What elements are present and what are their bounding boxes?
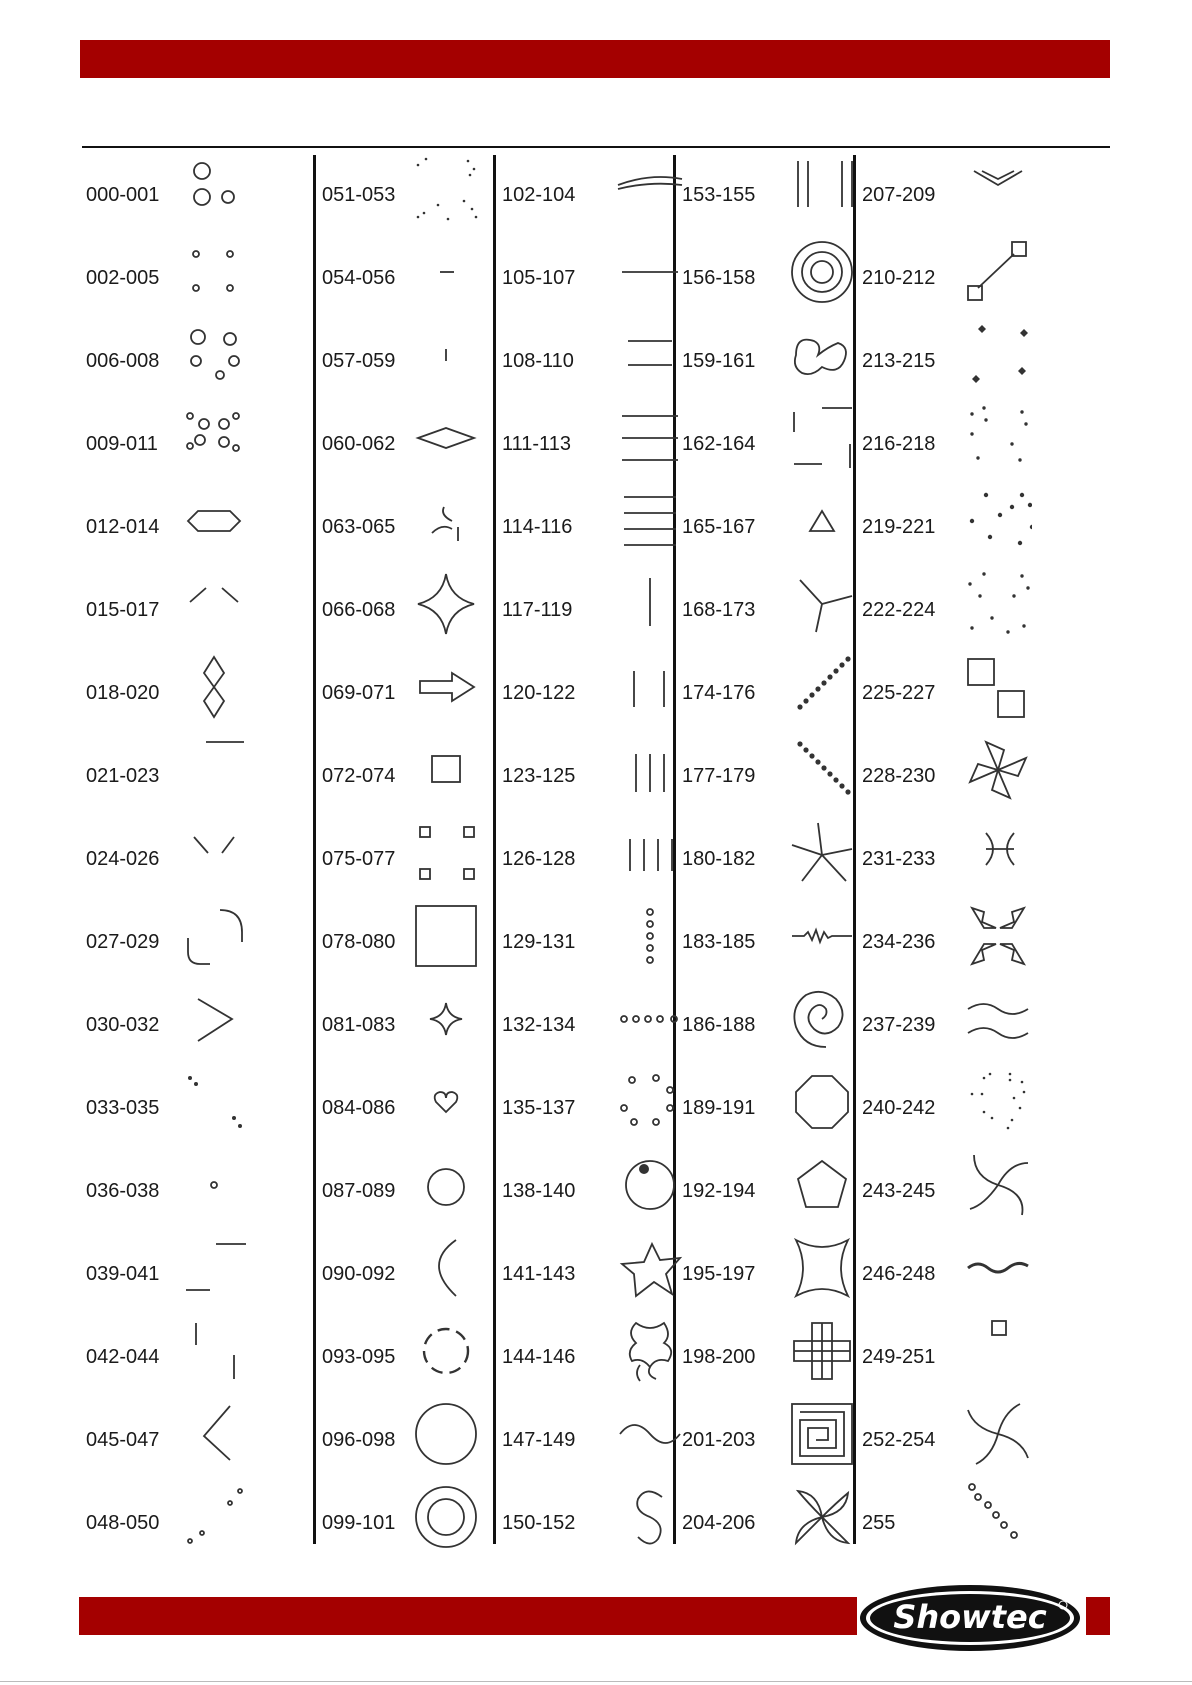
gobo-row [856, 570, 1110, 653]
dmx-range-label: 018-020 [86, 682, 160, 704]
dot-column-gobo-icon [616, 902, 684, 970]
gobo-row [80, 570, 316, 653]
gobo-row [496, 321, 676, 404]
dmx-range-label: 192-194 [682, 1180, 756, 1202]
dmx-range-label: 120-122 [502, 682, 576, 704]
gobo-row [856, 1317, 1110, 1400]
dmx-range-label: 129-131 [502, 931, 576, 953]
hexagon-gobo-icon [180, 487, 248, 555]
gobo-row [676, 1151, 856, 1234]
dmx-range-label: 036-038 [86, 1180, 160, 1202]
gobo-row [856, 155, 1110, 238]
dmx-range-label: 000-001 [86, 184, 160, 206]
gobo-row [80, 902, 316, 985]
scattered-dots-gobo-icon [180, 1483, 248, 1551]
gobo-row [316, 1234, 496, 1317]
dmx-range-label: 084-086 [322, 1097, 396, 1119]
dmx-range-label: 141-143 [502, 1263, 576, 1285]
dmx-range-label: 246-248 [862, 1263, 936, 1285]
header-bar [80, 40, 1110, 78]
dmx-range-label: 180-182 [682, 848, 756, 870]
gobo-row [496, 819, 676, 902]
bracket-curve-gobo-icon [964, 819, 1032, 887]
flower-gobo-icon [616, 1317, 684, 1385]
two-vertical-gobo-icon [616, 653, 684, 721]
gobo-row [856, 487, 1110, 570]
small-star-gobo-icon [412, 985, 480, 1053]
offset-bars-gobo-icon [180, 1317, 248, 1385]
three-vertical-gobo-icon [616, 736, 684, 804]
gobo-row [856, 404, 1110, 487]
dmx-range-label: 027-029 [86, 931, 160, 953]
dmx-range-label: 189-191 [682, 1097, 756, 1119]
dmx-range-label: 144-146 [502, 1346, 576, 1368]
pentagon-gobo-icon [788, 1151, 856, 1219]
short-dash-gobo-icon [412, 238, 480, 306]
short-tick-gobo-icon [412, 321, 480, 389]
dmx-range-label: 198-200 [682, 1346, 756, 1368]
dmx-range-label: 156-158 [682, 267, 756, 289]
gobo-row [316, 902, 496, 985]
corners-gobo-icon [788, 404, 856, 472]
dmx-range-label: 222-224 [862, 599, 936, 621]
dmx-range-label: 072-074 [322, 765, 396, 787]
four-diamonds-gobo-icon [964, 321, 1032, 389]
dmx-range-label: 237-239 [862, 1014, 936, 1036]
gobo-row [316, 819, 496, 902]
dmx-range-label: 081-083 [322, 1014, 396, 1036]
square-gobo-icon [412, 736, 480, 804]
corner-arcs-gobo-icon [180, 902, 248, 970]
gobo-row [80, 1483, 316, 1566]
gobo-row [316, 736, 496, 819]
gobo-column-5 [856, 155, 1110, 1544]
octagon-gobo-icon [788, 1068, 856, 1136]
dmx-range-label: 009-011 [86, 433, 158, 455]
dmx-range-label: 045-047 [86, 1429, 160, 1451]
dmx-range-label: 249-251 [862, 1346, 936, 1368]
gobo-row [856, 653, 1110, 736]
dotted-diagonal-down-gobo-icon [788, 736, 856, 804]
dmx-range-label: 153-155 [682, 184, 756, 206]
vertical-line-gobo-icon [616, 570, 684, 638]
gobo-row [316, 155, 496, 238]
four-point-star-gobo-icon [412, 570, 480, 638]
dot-ring-gobo-icon [616, 1068, 684, 1136]
dmx-range-label: 012-014 [86, 516, 160, 538]
dmx-range-label: 213-215 [862, 350, 936, 372]
dmx-range-label: 174-176 [682, 682, 756, 704]
flames-gobo-icon [964, 902, 1032, 970]
dmx-range-label: 123-125 [502, 765, 576, 787]
dmx-range-label: 078-080 [322, 931, 396, 953]
dmx-range-label: 159-161 [682, 350, 756, 372]
dmx-range-label: 057-059 [322, 350, 396, 372]
gobo-row [496, 1483, 676, 1566]
two-diamonds-gobo-icon [180, 653, 248, 721]
gobo-row [80, 1317, 316, 1400]
gobo-row [856, 1068, 1110, 1151]
dmx-range-label: 243-245 [862, 1180, 936, 1202]
gobo-row [856, 1151, 1110, 1234]
flat-diamond-gobo-icon [412, 404, 480, 472]
gobo-row [80, 487, 316, 570]
double-chevron-gobo-icon [964, 155, 1032, 223]
gobo-row [80, 404, 316, 487]
gobo-row [676, 487, 856, 570]
five-circles-gobo-icon [180, 321, 248, 389]
dmx-range-label: 066-068 [322, 599, 396, 621]
squiggle-gobo-icon [964, 1234, 1032, 1302]
dmx-range-label: 021-023 [86, 765, 160, 787]
gobo-row [80, 985, 316, 1068]
gobo-row [676, 736, 856, 819]
gobo-row [856, 1400, 1110, 1483]
gobo-row [316, 238, 496, 321]
dmx-range-label: 006-008 [86, 350, 160, 372]
dot-diagonal-gobo-icon [180, 1068, 248, 1136]
gobo-row [676, 819, 856, 902]
vortex-gobo-icon [964, 1151, 1032, 1219]
arc-gobo-icon [412, 1234, 480, 1302]
two-slanted-lines-gobo-icon [180, 570, 248, 638]
gobo-row [676, 1400, 856, 1483]
large-circle-gobo-icon [412, 1400, 480, 1468]
dmx-range-label: 219-221 [862, 516, 936, 538]
gobo-row [856, 736, 1110, 819]
double-bars-gobo-icon [788, 155, 856, 223]
gobo-row [316, 1400, 496, 1483]
two-lines-gobo-icon [616, 321, 684, 389]
wave-band-gobo-icon [616, 155, 684, 223]
dmx-range-label: 195-197 [682, 1263, 756, 1285]
dmx-range-label: 105-107 [502, 267, 576, 289]
dmx-range-label: 075-077 [322, 848, 396, 870]
gobo-row [80, 1068, 316, 1151]
dmx-range-label: 024-026 [86, 848, 160, 870]
asterisk-gobo-icon [788, 819, 856, 887]
gobo-row [80, 1234, 316, 1317]
dmx-range-label: 099-101 [322, 1512, 396, 1534]
circle-gobo-icon [412, 1151, 480, 1219]
gobo-row [316, 1068, 496, 1151]
dmx-range-label: 054-056 [322, 267, 396, 289]
gobo-row [496, 1151, 676, 1234]
dmx-range-label: 138-140 [502, 1180, 576, 1202]
dmx-range-label: 048-050 [86, 1512, 160, 1534]
gobo-column-4 [676, 155, 856, 1544]
logo-wordmark: Showtec [893, 1598, 1047, 1636]
dmx-range-label: 204-206 [682, 1512, 756, 1534]
sine-gobo-icon [616, 1400, 684, 1468]
dmx-range-label: 132-134 [502, 1014, 576, 1036]
gobo-row [316, 985, 496, 1068]
dashed-circle-gobo-icon [412, 1317, 480, 1385]
gobo-row [676, 1234, 856, 1317]
gobo-row [496, 155, 676, 238]
footer-rule [0, 1681, 1192, 1682]
gobo-row [80, 155, 316, 238]
gobo-row [856, 238, 1110, 321]
triangle-pinwheel-gobo-icon [964, 736, 1032, 804]
triangle-gobo-icon [788, 487, 856, 555]
dmx-range-label: 225-227 [862, 682, 936, 704]
gobo-column-3 [496, 155, 676, 1544]
arrow-gobo-icon [412, 653, 480, 721]
dmx-range-label: 039-041 [86, 1263, 160, 1285]
dmx-range-label: 015-017 [86, 599, 160, 621]
gobo-column-1 [80, 155, 316, 1544]
gobo-row [856, 1234, 1110, 1317]
gobo-row [856, 321, 1110, 404]
dmx-range-label: 042-044 [86, 1346, 160, 1368]
s-curve-gobo-icon [616, 1483, 684, 1551]
propeller-gobo-icon [964, 1400, 1032, 1468]
dmx-range-label: 186-188 [682, 1014, 756, 1036]
gobo-row [856, 985, 1110, 1068]
gobo-row [316, 1317, 496, 1400]
gobo-row [676, 321, 856, 404]
dmx-range-label: 231-233 [862, 848, 936, 870]
dmx-range-label: 207-209 [862, 184, 936, 206]
dmx-range-label: 093-095 [322, 1346, 396, 1368]
concentric-gobo-icon [788, 238, 856, 306]
dmx-range-label: 228-230 [862, 765, 936, 787]
dmx-range-label: 051-053 [322, 184, 396, 206]
dmx-range-label: 165-167 [682, 516, 756, 538]
gobo-row [316, 321, 496, 404]
four-small-circles-gobo-icon [180, 238, 248, 306]
dot-field-c-gobo-icon [964, 570, 1032, 638]
dmx-range-label: 168-173 [682, 599, 756, 621]
zigzag-gobo-icon [788, 902, 856, 970]
dmx-range-label: 117-119 [502, 599, 573, 621]
gobo-row [496, 1068, 676, 1151]
gobo-row [496, 653, 676, 736]
single-dot-gobo-icon [180, 1151, 248, 1219]
dmx-range-label: 234-236 [862, 931, 936, 953]
four-vertical-gobo-icon [616, 819, 684, 887]
gobo-row [80, 1151, 316, 1234]
gobo-row [676, 985, 856, 1068]
four-squares-gobo-icon [412, 819, 480, 887]
gobo-row [496, 1400, 676, 1483]
dmx-range-label: 033-035 [86, 1097, 160, 1119]
double-wave-gobo-icon [964, 985, 1032, 1053]
cross-gobo-icon [788, 1317, 856, 1385]
gobo-row [676, 1317, 856, 1400]
gobo-row [676, 570, 856, 653]
gobo-row [676, 404, 856, 487]
swirl-gobo-icon [788, 321, 856, 389]
gobo-row [676, 155, 856, 238]
curved-star-gobo-icon [788, 1234, 856, 1302]
chevron-left-gobo-icon [180, 1400, 248, 1468]
gobo-row [316, 653, 496, 736]
y-shape-gobo-icon [788, 570, 856, 638]
gobo-row [496, 1317, 676, 1400]
dotted-diagonal-up-gobo-icon [788, 653, 856, 721]
dot-cross-gobo-icon [964, 1068, 1032, 1136]
gobo-row [856, 902, 1110, 985]
ring-chain-gobo-icon [964, 1483, 1032, 1551]
chevron-right-gobo-icon [180, 985, 248, 1053]
dmx-range-label: 162-164 [682, 433, 756, 455]
gobo-row [316, 487, 496, 570]
dmx-range-label: 252-254 [862, 1429, 936, 1451]
dmx-range-label: 090-092 [322, 1263, 396, 1285]
dot-row-gobo-icon [616, 985, 684, 1053]
gobo-row [80, 1400, 316, 1483]
star-field-gobo-icon [412, 155, 480, 223]
long-line-gobo-icon [616, 238, 684, 306]
gobo-row [316, 570, 496, 653]
offset-dashes-gobo-icon [180, 1234, 248, 1302]
gobo-row [676, 1068, 856, 1151]
big-square-gobo-icon [412, 902, 480, 970]
square-spiral-gobo-icon [788, 1400, 856, 1468]
double-ring-gobo-icon [412, 1483, 480, 1551]
linked-squares-gobo-icon [964, 238, 1032, 306]
gobo-row [676, 653, 856, 736]
globe-gobo-icon [616, 1151, 684, 1219]
dmx-range-label: 216-218 [862, 433, 936, 455]
dmx-range-label: 201-203 [682, 1429, 756, 1451]
v-lines-gobo-icon [180, 819, 248, 887]
gobo-row [856, 819, 1110, 902]
dmx-range-label: 030-032 [86, 1014, 160, 1036]
dmx-range-label: 147-149 [502, 1429, 576, 1451]
dmx-range-label: 255 [862, 1512, 896, 1534]
dmx-range-label: 177-179 [682, 765, 756, 787]
broken-star-gobo-icon [616, 1234, 684, 1302]
hooks-gobo-icon [412, 487, 480, 555]
three-lines-gobo-icon [616, 404, 684, 472]
spiral-gobo-icon [788, 985, 856, 1053]
dmx-range-label: 183-185 [682, 931, 756, 953]
gobo-row [496, 404, 676, 487]
dot-field-a-gobo-icon [964, 404, 1032, 472]
dmx-range-label: 114-116 [502, 516, 573, 538]
horizontal-line-gobo-icon [180, 736, 248, 804]
gobo-row [316, 1151, 496, 1234]
gobo-row [496, 736, 676, 819]
dmx-range-label: 063-065 [322, 516, 396, 538]
dmx-range-label: 126-128 [502, 848, 576, 870]
dmx-range-label: 135-137 [502, 1097, 576, 1119]
heart-gobo-icon [412, 1068, 480, 1136]
dmx-range-label: 108-110 [502, 350, 574, 372]
pinwheel-gobo-icon [788, 1483, 856, 1551]
gobo-row [80, 819, 316, 902]
gobo-row [856, 1483, 1110, 1566]
dmx-range-label: 240-242 [862, 1097, 936, 1119]
gobo-table [80, 148, 1110, 1544]
footer-corner [1086, 1597, 1110, 1635]
gobo-row [496, 1234, 676, 1317]
dmx-range-label: 087-089 [322, 1180, 396, 1202]
gobo-row [496, 985, 676, 1068]
gobo-row [316, 404, 496, 487]
dmx-range-label: 111-113 [502, 433, 571, 455]
gobo-row [496, 902, 676, 985]
dmx-range-label: 060-062 [322, 433, 396, 455]
dmx-range-label: 102-104 [502, 184, 576, 206]
gobo-row [80, 321, 316, 404]
four-lines-gobo-icon [616, 487, 684, 555]
dmx-range-label: 210-212 [862, 267, 936, 289]
tiny-square-gobo-icon [964, 1317, 1032, 1385]
dmx-range-label: 096-098 [322, 1429, 396, 1451]
gobo-row [496, 487, 676, 570]
showtec-logo [858, 1583, 1082, 1653]
dot-field-b-gobo-icon [964, 487, 1032, 555]
gobo-row [496, 238, 676, 321]
gobo-row [676, 1483, 856, 1566]
gobo-row [676, 902, 856, 985]
gobo-column-2 [316, 155, 496, 1544]
gobo-row [80, 653, 316, 736]
footer-bar [79, 1597, 857, 1635]
two-squares-gobo-icon [964, 653, 1032, 721]
gobo-row [316, 1483, 496, 1566]
dmx-range-label: 002-005 [86, 267, 160, 289]
gobo-row [80, 736, 316, 819]
gobo-row [80, 238, 316, 321]
dmx-range-label: 069-071 [322, 682, 396, 704]
gobo-row [496, 570, 676, 653]
circle-cluster-gobo-icon [180, 404, 248, 472]
three-circles-gobo-icon [180, 155, 248, 223]
gobo-row [676, 238, 856, 321]
dmx-range-label: 150-152 [502, 1512, 576, 1534]
